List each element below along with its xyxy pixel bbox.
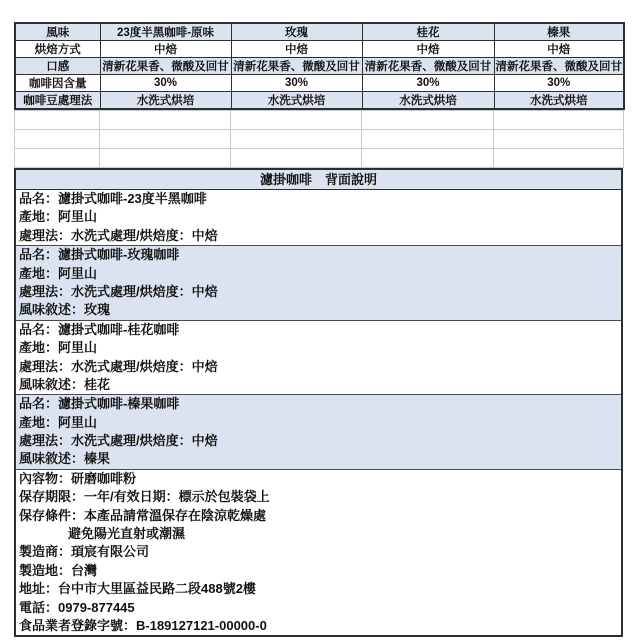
empty-cell xyxy=(494,111,624,130)
empty-cell xyxy=(100,149,231,168)
detail-line-shelf-life: 保存期限：一年/有效日期：標示於包裝袋上 xyxy=(19,489,270,505)
spec-row-caffeine xyxy=(15,75,624,92)
row-label-roast: 烘焙方式 xyxy=(15,41,100,58)
detail-line-process: 處理法：水洗式處理/烘焙度：中焙 xyxy=(19,227,218,243)
spec-cell: 清新花果香、微酸及回甘 xyxy=(100,58,231,75)
spec-cell: 清新花果香、微酸及回甘 xyxy=(231,58,362,75)
spec-cell: 23度半黑咖啡-原味 xyxy=(100,23,231,41)
product-block-original xyxy=(16,190,621,245)
spec-cell: 30% xyxy=(494,75,624,92)
detail-line-origin: 產地：阿里山 xyxy=(19,414,98,430)
detail-line-process: 處理法：水洗式處理/烘焙度：中焙 xyxy=(19,283,218,299)
empty-cell xyxy=(15,149,100,168)
detail-line-process: 處理法：水洗式處理/烘焙度：中焙 xyxy=(19,433,218,449)
back-section-title: 濾掛咖啡 背面說明 xyxy=(16,170,621,190)
product-spec-sheet xyxy=(14,22,623,637)
empty-cell xyxy=(362,130,494,149)
product-block-rose xyxy=(16,245,621,320)
detail-line-contents: 內容物：研磨咖啡粉 xyxy=(19,470,137,486)
spec-cell: 中焙 xyxy=(100,41,231,58)
spec-cell: 水洗式烘培 xyxy=(362,92,494,110)
detail-line-product-name: 品名：濾掛式咖啡-玫瑰咖啡 xyxy=(19,247,180,263)
empty-row xyxy=(15,149,624,168)
spec-cell: 清新花果香、微酸及回甘 xyxy=(494,58,624,75)
empty-row xyxy=(15,111,624,130)
back-description-section xyxy=(14,168,623,637)
empty-row xyxy=(15,130,624,149)
flavor-spec-table xyxy=(14,22,625,110)
spec-cell: 30% xyxy=(100,75,231,92)
detail-line-product-name: 品名：濾掛式咖啡-桂花咖啡 xyxy=(19,321,180,337)
detail-line-process: 處理法：水洗式處理/烘焙度：中焙 xyxy=(19,358,218,374)
detail-line-registration-number: 食品業者登錄字號：B-189127121-00000-0 xyxy=(19,617,267,633)
spec-row-flavor xyxy=(15,23,624,41)
empty-cell xyxy=(100,130,231,149)
detail-line-made-in: 製造地：台灣 xyxy=(19,562,98,578)
empty-cell xyxy=(231,149,362,168)
empty-cell xyxy=(362,111,494,130)
empty-cell xyxy=(100,111,231,130)
spec-row-roast xyxy=(15,41,624,58)
empty-cell xyxy=(362,149,494,168)
empty-cell xyxy=(15,111,100,130)
detail-line-phone: 電話：0979-877445 xyxy=(19,599,135,615)
spec-cell: 中焙 xyxy=(231,41,362,58)
spec-cell: 榛果 xyxy=(494,23,624,41)
spec-cell: 水洗式烘培 xyxy=(100,92,231,110)
detail-line-origin: 產地：阿里山 xyxy=(19,265,98,281)
empty-cell xyxy=(494,130,624,149)
spec-cell: 30% xyxy=(231,75,362,92)
detail-line-storage-cont: 避免陽光直射或潮濕 xyxy=(68,526,186,542)
spec-row-taste xyxy=(15,58,624,75)
detail-line-product-name: 品名：濾掛式咖啡-榛果咖啡 xyxy=(19,396,180,412)
spec-cell: 30% xyxy=(362,75,494,92)
detail-line-address: 地址：台中市大里區益民路二段488號2樓 xyxy=(19,581,256,597)
row-label-taste: 口感 xyxy=(15,58,100,75)
row-label-caffeine: 咖啡因含量 xyxy=(15,75,100,92)
spec-cell: 中焙 xyxy=(362,41,494,58)
detail-line-origin: 產地：阿里山 xyxy=(19,209,98,225)
detail-line-flavor-note: 風味敘述：榛果 xyxy=(19,451,111,467)
empty-cell xyxy=(494,149,624,168)
spec-cell: 中焙 xyxy=(494,41,624,58)
empty-rows-grid xyxy=(14,110,624,168)
general-info-block xyxy=(16,469,621,636)
detail-line-flavor-note: 風味敘述：玫瑰 xyxy=(19,302,111,318)
detail-line-flavor-note: 風味敘述：桂花 xyxy=(19,376,111,392)
detail-line-origin: 產地：阿里山 xyxy=(19,340,98,356)
product-block-hazelnut xyxy=(16,394,621,469)
detail-line-product-name: 品名：濾掛式咖啡-23度半黑咖啡 xyxy=(19,191,207,206)
detail-line-storage: 保存條件：本產品請常溫保存在陰涼乾燥處 xyxy=(19,507,267,523)
row-label-process: 咖啡豆處理法 xyxy=(15,92,100,110)
empty-cell xyxy=(231,111,362,130)
detail-line-manufacturer: 製造商：頊宸有限公司 xyxy=(19,544,150,560)
spec-cell: 水洗式烘培 xyxy=(494,92,624,110)
spec-cell: 水洗式烘培 xyxy=(231,92,362,110)
empty-cell xyxy=(15,130,100,149)
spec-cell: 玫瑰 xyxy=(231,23,362,41)
spec-cell: 桂花 xyxy=(362,23,494,41)
spec-row-process xyxy=(15,92,624,110)
empty-cell xyxy=(231,130,362,149)
spec-cell: 清新花果香、微酸及回甘 xyxy=(362,58,494,75)
row-label-flavor: 風味 xyxy=(15,23,100,41)
product-block-osmanthus xyxy=(16,320,621,395)
